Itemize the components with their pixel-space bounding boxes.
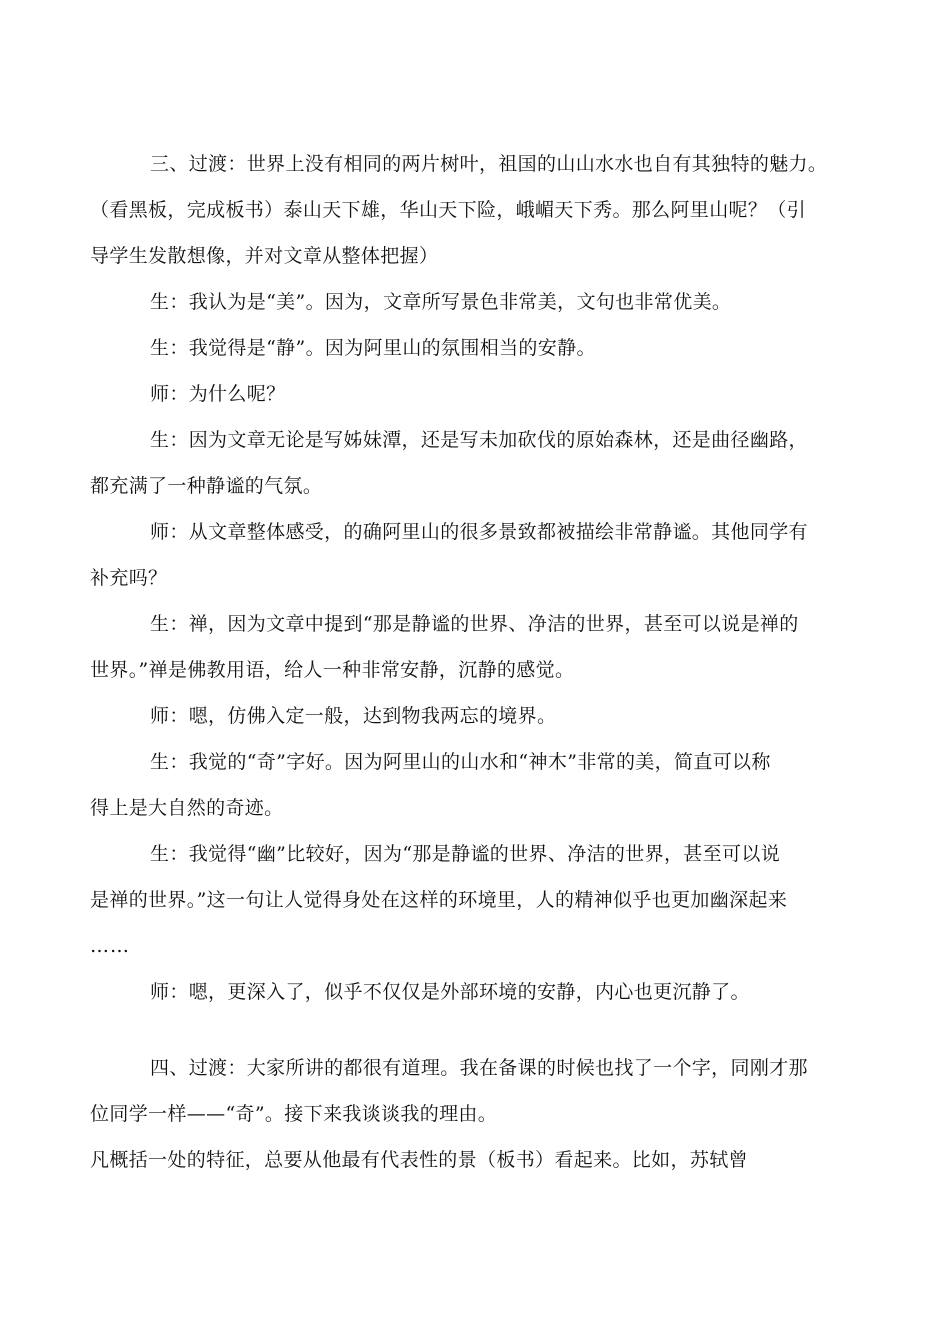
ellipsis-line: ……: [90, 935, 130, 957]
paragraph-line: 三、过渡：世界上没有相同的两片树叶，祖国的山山水水也自有其独特的魅力。: [150, 153, 828, 175]
paragraph-line: 都充满了一种静谧的气氛。: [90, 475, 323, 497]
paragraph-line: 世界。”禅是佛教用语，给人一种非常安静，沉静的感觉。: [90, 659, 575, 681]
paragraph-line: 生：禅，因为文章中提到“那是静谧的世界、净洁的世界，甚至可以说是禅的: [150, 613, 799, 635]
paragraph-line: 位同学一样——“奇”。接下来我谈谈我的理由。: [90, 1103, 498, 1125]
paragraph-line: 师：嗯，仿佛入定一般，达到物我两忘的境界。: [150, 705, 557, 727]
paragraph-line: 四、过渡：大家所讲的都很有道理。我在备课的时候也找了一个字，同刚才那: [150, 1057, 808, 1079]
paragraph-line: 导学生发散想像，并对文章从整体把握）: [90, 245, 439, 267]
paragraph-line: 生：我觉得“幽”比较好，因为“那是静谧的世界、净洁的世界，甚至可以说: [150, 843, 781, 865]
paragraph-line: 师：为什么呢？: [150, 383, 286, 405]
paragraph-line: （看黑板，完成板书）泰山天下雄，华山天下险，峨嵋天下秀。那么阿里山呢？（引: [90, 199, 806, 221]
paragraph-line: 生：我觉得是“静”。因为阿里山的氛围相当的安静。: [150, 337, 596, 359]
paragraph-line: 生：我觉的“奇”字好。因为阿里山的山水和“神木”非常的美，简直可以称: [150, 751, 771, 773]
paragraph-line: 师：嗯，更深入了，似乎不仅仅是外部环境的安静，内心也更沉静了。: [150, 981, 750, 1003]
paragraph-line: 师：从文章整体感受，的确阿里山的很多景致都被描绘非常静谧。其他同学有: [150, 521, 808, 543]
paragraph-line: 补充吗？: [90, 567, 168, 589]
paragraph-line: 生：我认为是“美”。因为，文章所写景色非常美，文句也非常优美。: [150, 291, 732, 313]
paragraph-line: 凡概括一处的特征，总要从他最有代表性的景（板书）看起来。比如，苏轼曾: [90, 1149, 748, 1171]
paragraph-line: 得上是大自然的奇迹。: [90, 797, 284, 819]
paragraph-line: 是禅的世界。”这一句让人觉得身处在这样的环境里，人的精神似乎也更加幽深起来: [90, 889, 788, 911]
paragraph-line: 生：因为文章无论是写姊妹潭，还是写未加砍伐的原始森林，还是曲径幽路，: [150, 429, 808, 451]
